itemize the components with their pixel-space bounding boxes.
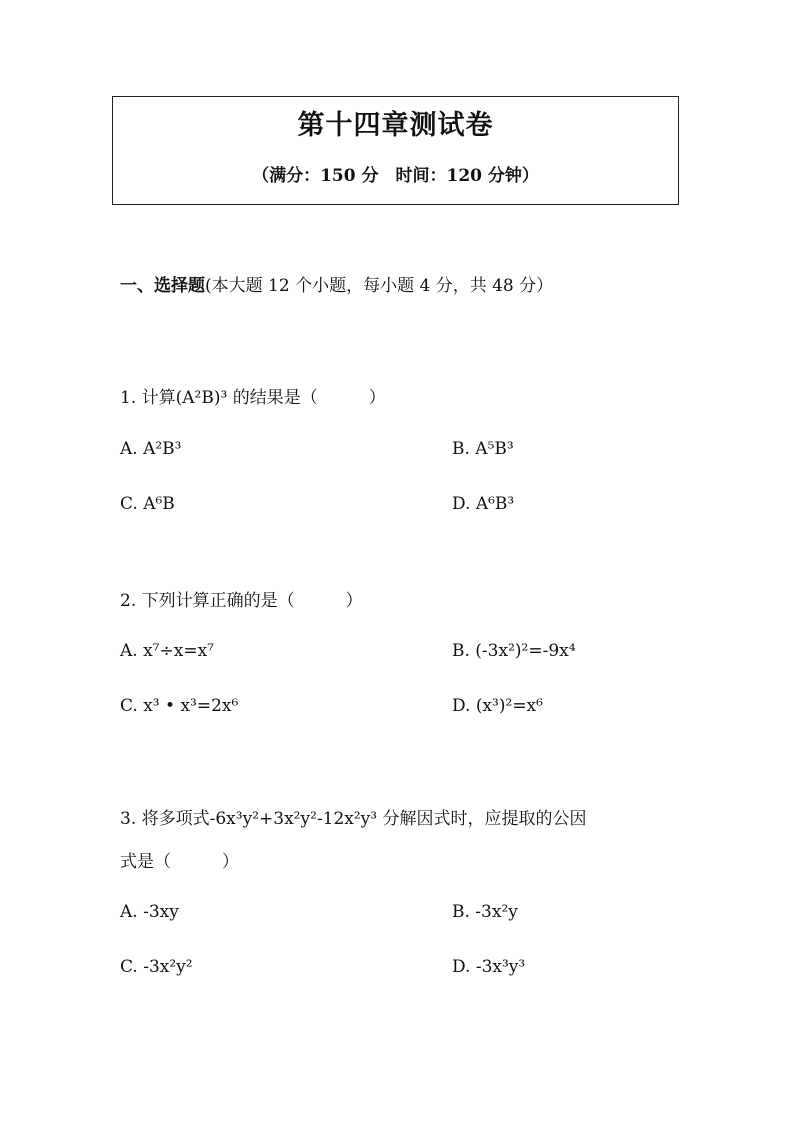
question-1-option-b: B. A⁵B³: [452, 439, 514, 459]
page-title: 第十四章测试卷: [297, 110, 494, 141]
question-3-option-d: D. -3x³y³: [452, 957, 526, 977]
question-3-option-b: B. -3x²y: [452, 902, 518, 922]
title-box: [112, 96, 679, 205]
section-heading: [120, 271, 553, 296]
question-3-option-c: C. -3x²y²: [120, 957, 193, 977]
section-description: (本大题 12 个小题，每小题 4 分，共 48 分）: [205, 276, 554, 296]
question-3-stem-line-2: 式是（ ）: [120, 852, 239, 872]
question-3-option-a: A. -3xy: [120, 902, 179, 922]
section-label: 一、选择题: [120, 276, 205, 296]
question-2-option-a: A. x⁷÷x=x⁷: [120, 641, 214, 661]
question-2-option-c: C. x³ • x³=2x⁶: [120, 696, 239, 716]
question-3-stem-line-1: 3. 将多项式-6x³y²+3x²y²-12x²y³ 分解因式时，应提取的公因: [120, 809, 587, 829]
question-2-option-b: B. (-3x²)²=-9x⁴: [452, 641, 576, 661]
question-2-option-d: D. (x³)²=x⁶: [452, 696, 543, 716]
question-2-stem: 2. 下列计算正确的是（ ）: [120, 591, 363, 611]
exam-info: （满分：150 分 时间：120 分钟）: [252, 166, 539, 186]
question-1-option-d: D. A⁶B³: [452, 494, 515, 514]
question-1-option-a: A. A²B³: [120, 439, 182, 459]
question-1-option-c: C. A⁶B: [120, 494, 175, 514]
question-1-stem: 1. 计算(A²B)³ 的结果是（ ）: [120, 388, 386, 408]
